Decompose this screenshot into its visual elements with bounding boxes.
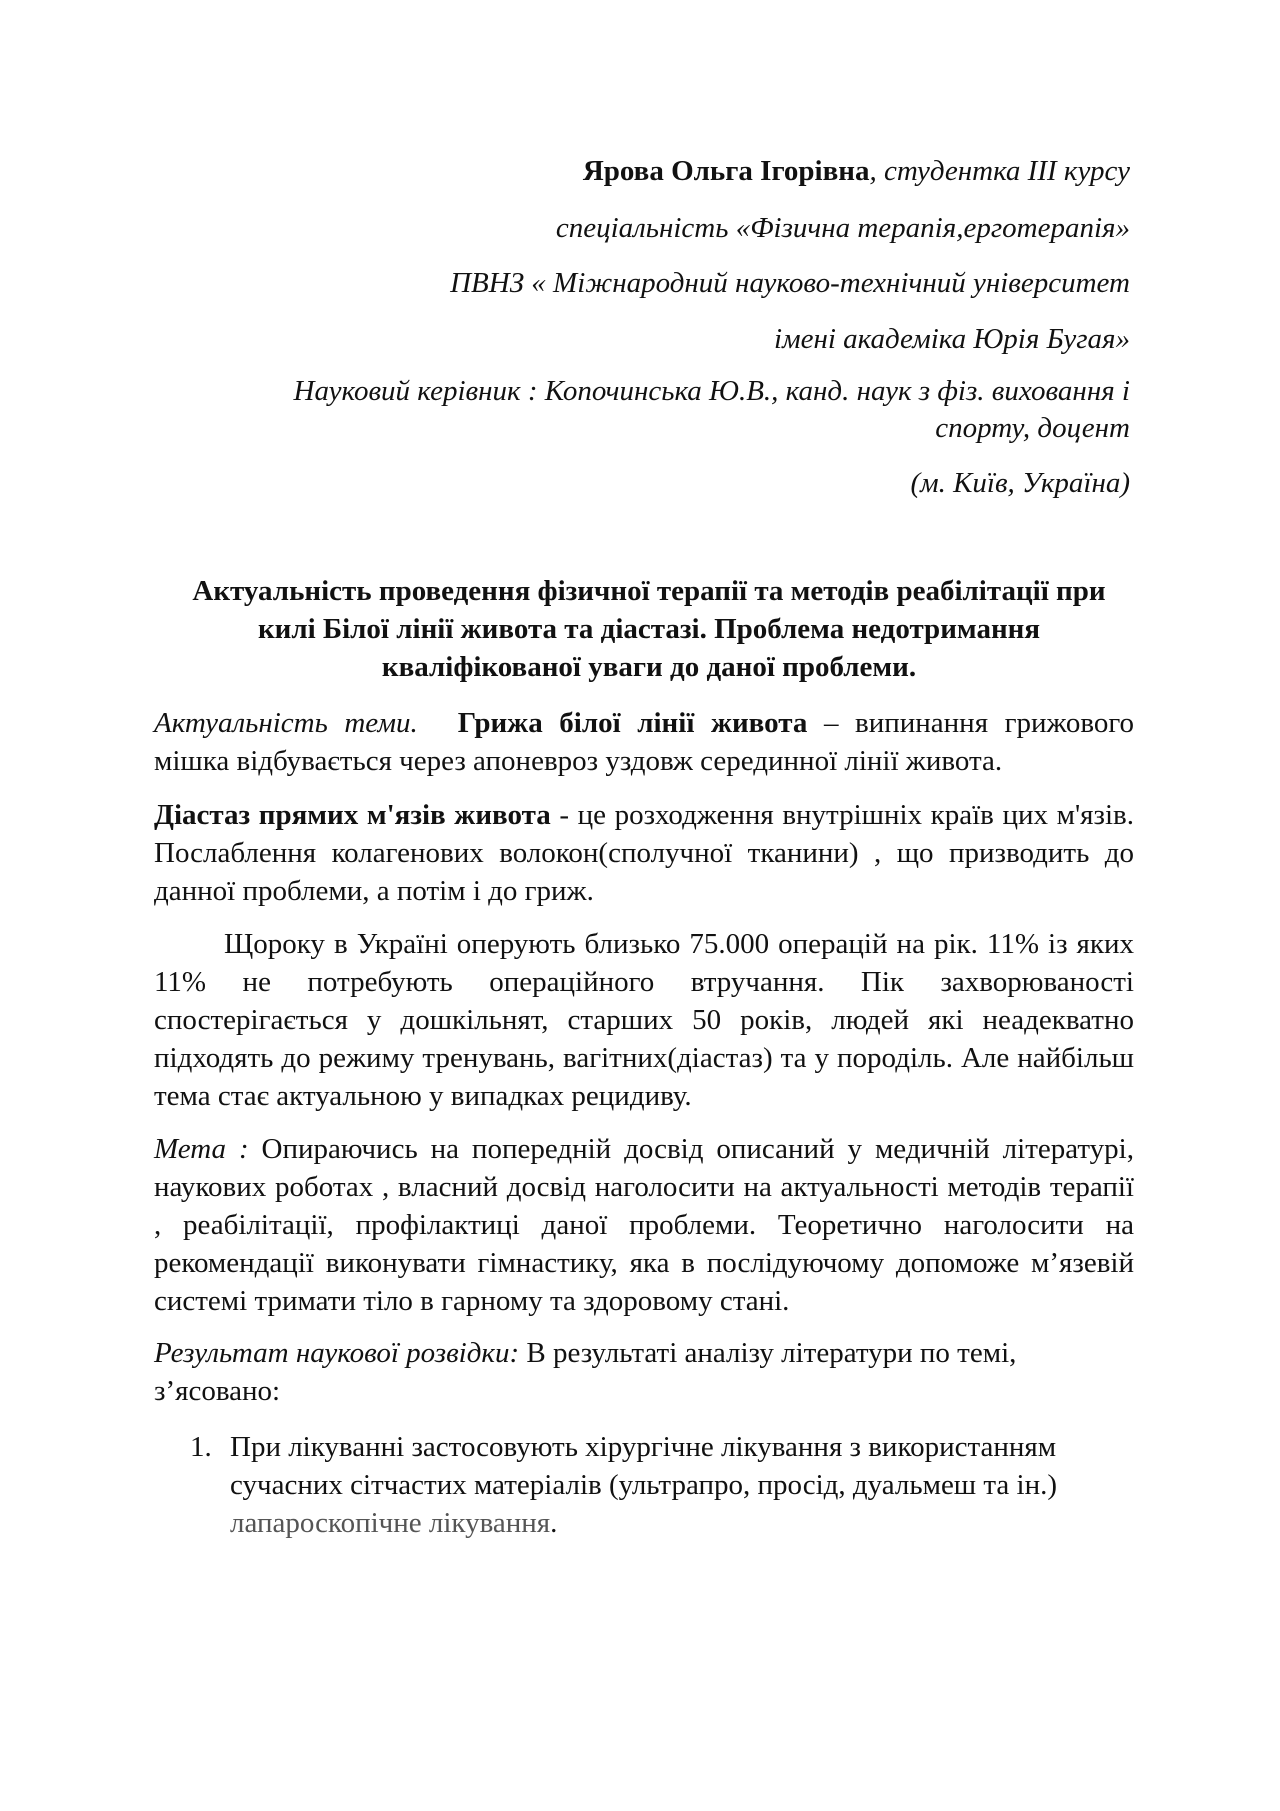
list-item xyxy=(190,1428,1110,1542)
author-supervisor-line1: Науковий керівник : Копочинська Ю.В., канд. наук з фіз. виховання і xyxy=(293,375,1130,407)
author-line xyxy=(180,152,1130,190)
statistics-paragraph: Щороку в Україні оперують близько 75.000 операцій на рік. 11% із яких 11% не потребують операційного втручання. Пік захворюваності спостерігається у дошкільнят, старших 50 років, людей які неадекватно підходять до режиму тренувань, вагітних(діастаз) та у породіль. Але найбільш тема стає актуальною у випадках рецидиву. xyxy=(154,928,1134,1112)
diastasis-term: Діастаз прямих м'язів живота xyxy=(154,799,551,831)
relevance-label: Актуальність теми. xyxy=(154,707,418,739)
relevance-paragraph xyxy=(154,704,1134,780)
diastasis-text: - це розходження внутрішніх країв цих м'язів. Послаблення колагенових волокон(сполучної тканини) , що призводить до данної проблеми, а потім і до гриж. xyxy=(154,799,1134,907)
author-name: Ярова Ольга Ігорівна xyxy=(582,155,870,187)
title-line-1: Актуальність проведення фізичної терапії та методів реабілітації при xyxy=(192,575,1106,607)
title-line-3: кваліфікованої уваги до даної проблеми. xyxy=(381,651,917,683)
author-location: (м. Київ, Україна) xyxy=(910,467,1130,499)
author-role: , студентка ІІІ курсу xyxy=(869,155,1130,187)
list-item-text: При лікуванні застосовують хірургічне лікування з використанням сучасних сітчастих матеріалів (ультрапро, просід, дуальмеш та ін.) xyxy=(230,1431,1058,1501)
paper-title xyxy=(154,572,1144,686)
author-university-line1: ПВНЗ « Міжнародний науково-технічний університет xyxy=(450,267,1130,299)
list-item-grey-text: лапароскопічне лікування xyxy=(230,1507,551,1539)
result-paragraph xyxy=(154,1334,1084,1410)
result-label: Результат наукової розвідки: xyxy=(154,1337,520,1369)
author-supervisor-line2: спорту, доцент xyxy=(935,412,1130,444)
result-text: В результаті аналізу літератури по темі, з’ясовано: xyxy=(154,1337,1017,1407)
goal-label: Мета : xyxy=(154,1133,249,1165)
title-line-2: килі Білої лінії живота та діастазі. Проблема недотримання xyxy=(257,613,1041,645)
diastasis-paragraph xyxy=(154,796,1134,910)
list-item-end: . xyxy=(550,1507,558,1539)
author-specialty: спеціальність «Фізична терапія,ерготерапія» xyxy=(555,212,1130,244)
goal-paragraph xyxy=(154,1130,1134,1320)
relevance-text: – випинання грижового мішка відбувається через апоневроз уздовж серединної лінії живота. xyxy=(154,707,1134,777)
relevance-term: Грижа білої лінії живота xyxy=(457,707,808,739)
author-university-line2: імені академіка Юрія Бугая» xyxy=(774,323,1130,355)
goal-text: Опираючись на попередній досвід описаний у медичній літературі, наукових роботах , власний досвід наголосити на актуальності методів терапії , реабілітації, профілактиці даної проблеми. Теоретично наголосити на рекомендації виконувати гімнастику, яка в послідуючому допоможе м’язевій системі тримати тіло в гарному та здоровому стані. xyxy=(154,1133,1134,1317)
list-item-number: 1. xyxy=(190,1431,212,1463)
